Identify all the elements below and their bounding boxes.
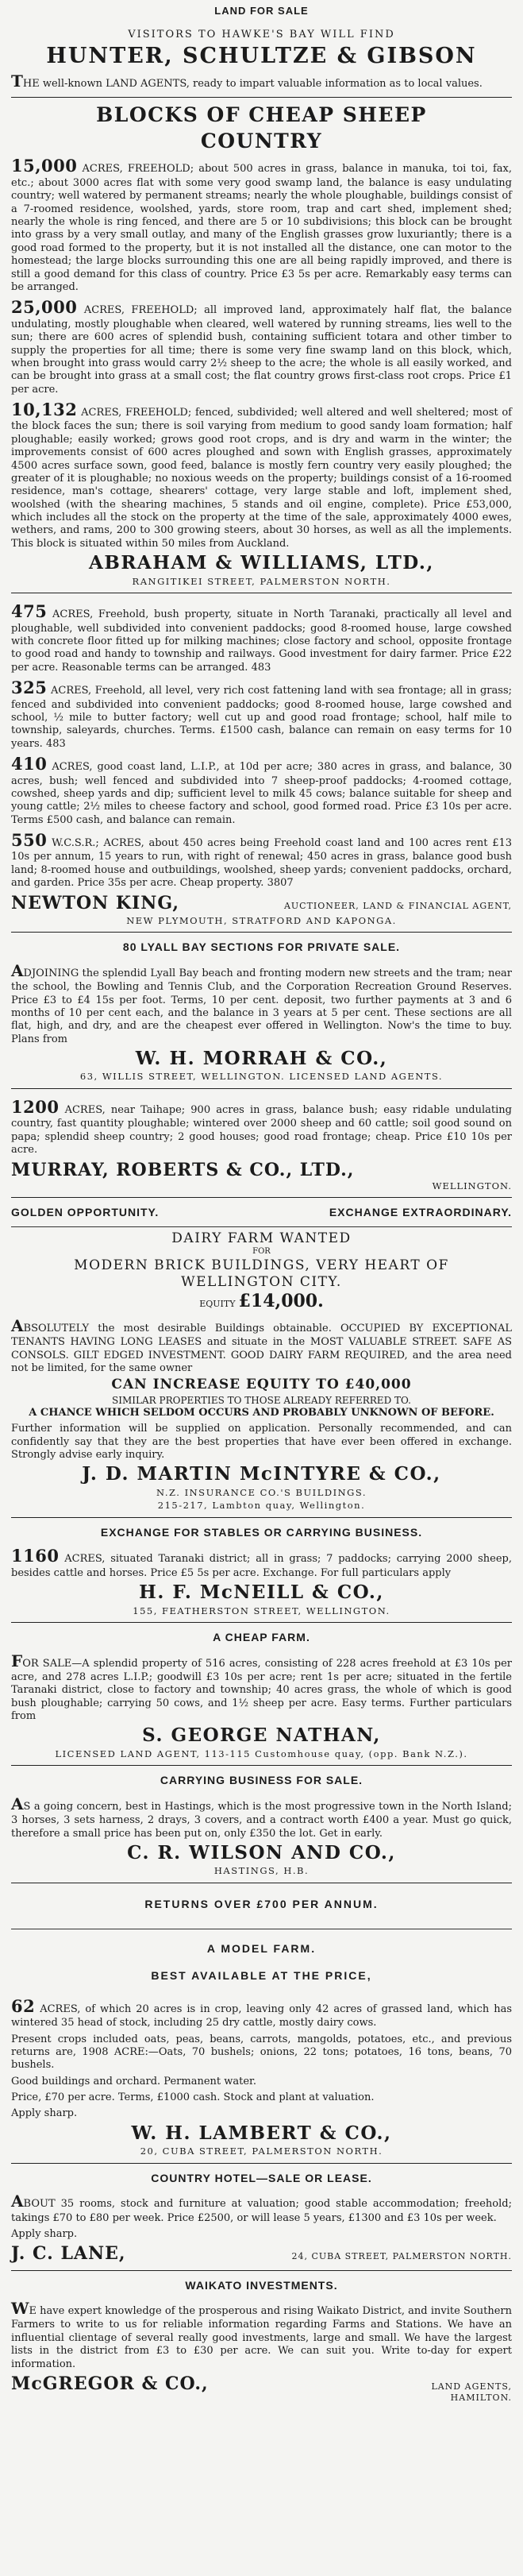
listing-acreage: 10,132 bbox=[11, 400, 78, 420]
ad-heading: WAIKATO INVESTMENTS. bbox=[185, 2278, 338, 2292]
listing-acreage: 25,000 bbox=[11, 297, 78, 318]
listing-code: 3807 bbox=[267, 877, 294, 890]
listing-text: ACRES, of which 20 acres is in crop, leaving only 42 acres of grassed land, which has wintered 35 head of stock, including 25 dry cattle, mostly dairy cows. bbox=[11, 2002, 512, 2030]
ad-heading: EXCHANGE FOR STABLES OR CARRYING BUSINESS. bbox=[100, 1525, 423, 1539]
listing-acreage: 325 bbox=[11, 678, 48, 698]
buildings-text: Good buildings and orchard. Permanent water. bbox=[11, 2075, 256, 2087]
firm-suffix: AUCTIONEER, LAND & FINANCIAL AGENT, bbox=[283, 900, 512, 911]
ad-martin-mcintyre bbox=[11, 1198, 512, 1517]
ad-wh-lambert bbox=[11, 1883, 512, 2164]
section-header: LAND FOR SALE bbox=[214, 5, 309, 17]
ad-heading: COUNTRY HOTEL—SALE OR LEASE. bbox=[151, 2171, 372, 2184]
listing-475 bbox=[11, 601, 512, 674]
returns-heading: RETURNS OVER £700 PER ANNUM. bbox=[144, 1897, 379, 1910]
listing-acreage: 62 bbox=[11, 1995, 36, 2016]
listing-410 bbox=[11, 754, 512, 827]
listing-tag: W.C.S.R.; bbox=[52, 837, 99, 849]
firm-row bbox=[11, 2244, 512, 2264]
ad-abraham-williams bbox=[11, 98, 512, 593]
firm-row bbox=[11, 2374, 512, 2404]
listing-text: ACRES, Freehold, bush property, situate in North Taranaki, practically all level and ploughable, well subdivided into convenient paddocks; good 8-roomed house, large cowshed with concrete floor fitted up for milking machines; close factory and school, opposite frontage to good road and handy to township and railways. Good investment for dairy farmer. Price £22 per acre. Reasonable terms can be arranged. bbox=[11, 608, 512, 674]
firm-name: J. C. LANE, bbox=[11, 2243, 126, 2265]
crops-text: Present crops included oats, peas, beans, carrots, mangolds, potatoes, etc., and previous returns are, 1908 ACRE:—Oats, 70 bushels; onions, 22 tons; potatoes, 16 tons, beans, 70 bushels. bbox=[11, 2033, 512, 2072]
title-for: FOR bbox=[252, 1247, 271, 1257]
listing-acreage: 1160 bbox=[11, 1546, 60, 1566]
firm-name: S. GEORGE NATHAN, bbox=[142, 1724, 381, 1747]
ad-heading: 80 LYALL BAY SECTIONS FOR PRIVATE SALE. bbox=[122, 940, 401, 954]
listing-25000 bbox=[11, 297, 512, 396]
title-brick-buildings: MODERN BRICK BUILDINGS, VERY HEART OF bbox=[74, 1257, 449, 1273]
model-farm-heading: A MODEL FARM. bbox=[206, 1942, 317, 1956]
ad-body: ABOUT 35 rooms, stock and furniture at valuation; good stable accommodation; freehold; takings £70 to £80 per week. Price £2500, or will lease 5 years, £1300 and £3 10s per week. bbox=[11, 2192, 512, 2224]
firm-name: C. R. WILSON AND CO., bbox=[127, 1841, 396, 1863]
ad-body: WE have expert knowledge of the prosperous and rising Waikato District, and invite Southern Farmers to write to us for reliable information regarding Farms and Stations. We have an influential clientage of several really good investments, large and small. We have the largest lists in the district from £3 to £30 per acre. We can suit you. Write to-day for expert information. bbox=[11, 2299, 512, 2370]
firm-suffix-1: LAND AGENTS, bbox=[431, 2381, 512, 2392]
banner-right: EXCHANGE EXTRAORDINARY. bbox=[329, 1206, 512, 1219]
listing-acreage: 1200 bbox=[11, 1096, 60, 1117]
firm-name: HUNTER, SCHULTZE & GIBSON bbox=[46, 43, 477, 68]
ad-jc-lane bbox=[11, 2164, 512, 2271]
ad-body: ABSOLUTELY the most desirable Buildings obtainable. OCCUPIED BY EXCEPTIONAL TENANTS HAVING LONG LEASES and situate in the MOST VALUABLE STREET. SAFE AS CONSOLS. GILT EDGED INVESTMENT. GOOD DAIRY FARM REQUIRED, and the area need not be limited, for the same owner bbox=[11, 1316, 512, 1374]
listing-text: ACRES, good coast land, L.I.P., at 10d per acre; 380 acres in grass, and balance, 30 acres, bush; well fenced and subdivided into 7 sheep-proof paddocks; 4-roomed cottage, cowshed, sheep yards and dip; sufficient level to milk 45 cows; balance suitable for sheep and young cattle; 2½ miles to cheese factory and school, good formed road. Price £3 10s per acre. Terms £500 cash, and balance can remain. bbox=[11, 761, 512, 826]
similar-properties: SIMILAR PROPERTIES TO THOSE ALREADY REFERRED TO. bbox=[112, 1394, 411, 1406]
listing-acreage: 15,000 bbox=[11, 156, 78, 176]
ad-title: BLOCKS OF CHEAP SHEEP bbox=[96, 102, 427, 126]
listing-550 bbox=[11, 830, 512, 890]
firm-name: ABRAHAM & WILLIAMS, LTD., bbox=[89, 552, 434, 574]
firm-name: NEWTON KING, bbox=[11, 892, 180, 913]
firm-row bbox=[11, 894, 512, 913]
listing-text: ACRES, Freehold, all level, very rich cost fattening land with sea frontage; all in grass; fenced and subdivided into convenient paddocks; good 8-roomed house, large cowshed and school, ½ mile to butter factory; well cut up and good road frontage; school, half mile to township, saleyards, churches. Terms. £1500 cash, balance can remain on easy terms for 10 years. bbox=[11, 685, 512, 750]
listing-acreage: 475 bbox=[11, 601, 48, 622]
firm-suffix bbox=[431, 2381, 512, 2404]
firm-sub-2: 215-217, Lambton quay, Wellington. bbox=[157, 1500, 366, 1512]
listing-code: 483 bbox=[251, 661, 271, 674]
listing-code: 483 bbox=[45, 737, 66, 750]
ad-title-line2: COUNTRY bbox=[200, 129, 323, 153]
ad-heading: A CHEAP FARM. bbox=[213, 1631, 310, 1644]
firm-name: MURRAY, ROBERTS & CO., LTD., bbox=[11, 1159, 355, 1180]
apply-text: Apply sharp. bbox=[11, 2107, 78, 2120]
firm-address: 63, WILLIS STREET, WELLINGTON. LICENSED LAND AGENTS. bbox=[79, 1071, 444, 1083]
title-dairy-farm: DAIRY FARM WANTED bbox=[171, 1230, 352, 1246]
listing-1160 bbox=[11, 1546, 512, 1580]
listing-1200 bbox=[11, 1097, 512, 1157]
firm-sub-1: N.Z. INSURANCE CO.'S BUILDINGS. bbox=[156, 1486, 367, 1498]
firm-name: McGREGOR & CO., bbox=[11, 2373, 209, 2394]
firm-address: RANGITIKEI STREET, PALMERSTON NORTH. bbox=[132, 575, 391, 587]
equity-label: EQUITY bbox=[199, 1299, 236, 1310]
price-text: Price, £70 per acre. Terms, £1000 cash. Stock and plant at valuation. bbox=[11, 2091, 375, 2104]
listing-325 bbox=[11, 678, 512, 751]
ad-heading: CARRYING BUSINESS FOR SALE. bbox=[160, 1774, 363, 1787]
listing-10132 bbox=[11, 400, 512, 550]
listing-text: ACRES, FREEHOLD; fenced, subdivided; well altered and well sheltered; most of the block faces the sun; there is soil varying from medium to good sandy loam formation; half ploughable; easily worked; grows good root crops, and is dry and warm in the winter; the improvements consist of 600 acres ploughed and sown with English grasses, approximately 4500 acres surface sown, good feed, balance is mostly fern country very easily ploughed; the greater of it is ploughable; no noxious weeds on the property; buildings consist of a 16-roomed residence, man's cottage, shearers' cottage, very large stable and loft, implement shed, woolshed (with the shearing machines, 5 stands and oil engine, complete). Price £53,000, which includes all the stock on the property at the time of the sale, approximately 4000 ewes, wethers, and rams, 200 to 300 growing steers, about 30 horses, as well as all the implements. This block is situated within 50 miles from Auckland. bbox=[11, 407, 512, 550]
ad-cr-wilson bbox=[11, 1766, 512, 1883]
title-wellington-city: WELLINGTON CITY. bbox=[181, 1274, 342, 1291]
firm-name: H. F. McNEILL & CO., bbox=[139, 1582, 384, 1604]
firm-address: 155, FEATHERSTON STREET, WELLINGTON. bbox=[133, 1605, 390, 1616]
listing-acreage: 410 bbox=[11, 754, 48, 774]
listing-15000 bbox=[11, 156, 512, 294]
banner-row bbox=[11, 1203, 512, 1223]
ad-murray-roberts bbox=[11, 1089, 512, 1198]
listing-62 bbox=[11, 1996, 512, 2030]
ad-newton-king bbox=[11, 593, 512, 933]
best-available-heading: BEST AVAILABLE AT THE PRICE, bbox=[151, 1969, 372, 1983]
firm-name: J. D. MARTIN McINTYRE & CO., bbox=[82, 1463, 441, 1485]
firm-address: 24, CUBA STREET, PALMERSTON NORTH. bbox=[291, 2251, 512, 2262]
ad-body-2: Further information will be supplied on application. Personally recommended, and can confidently say that they are the best properties that have ever been offered in exchange. Strongly advise early inquiry. bbox=[11, 1423, 512, 1461]
firm-address: HASTINGS, H.B. bbox=[213, 1865, 310, 1877]
ad-body: FOR SALE—A splendid property of 516 acres, consisting of 228 acres freehold at £3 10s per acre, and 278 acres L.I.P.; goodwill £3 10s per acre; rent 1s per acre; situated in the fertile Taranaki district, close to factory and township; 40 acres grass, the whole of which is good bush ploughable; carrying 50 cows, and 1½ sheep per acre. Easy terms. Further particulars from bbox=[11, 1651, 512, 1723]
ad-mcgregor bbox=[11, 2271, 512, 2409]
firm-city: WELLINGTON. bbox=[432, 1180, 512, 1191]
firm-suffix-2: HAMILTON. bbox=[450, 2392, 512, 2403]
firm-address: LICENSED LAND AGENT, 113-115 Customhouse quay, (opp. Bank N.Z.). bbox=[55, 1748, 468, 1759]
increase-equity: CAN INCREASE EQUITY TO £40,000 bbox=[111, 1377, 412, 1393]
listing-text: ACRES, situated Taranaki district; all in grass; 7 paddocks; carrying 2000 sheep, besides cattle and horses. Price £5 5s per acre. Exchange. For full particulars apply bbox=[11, 1553, 512, 1579]
equity-value: £14,000. bbox=[238, 1291, 324, 1312]
equity-row bbox=[11, 1291, 512, 1313]
firm-address: NEW PLYMOUTH, STRATFORD AND KAPONGA. bbox=[126, 914, 397, 926]
apply-text: Apply sharp. bbox=[11, 2227, 78, 2240]
chance-line: A CHANCE WHICH SELDOM OCCURS AND PROBABLY UNKNOWN OF BEFORE. bbox=[29, 1406, 494, 1419]
divider bbox=[11, 1226, 512, 1227]
firm-address: 20, CUBA STREET, PALMERSTON NORTH. bbox=[140, 2145, 383, 2157]
ad-wh-morrah bbox=[11, 933, 512, 1089]
listing-text: ACRES, near Taihape; 900 acres in grass, balance bush; easy ridable undulating country, fast quantity ploughable; wintered over 2000 sheep and 60 cattle; soil good sound on papa; splendid sheep country; 2 good houses; good road frontage; cheap. Price £10 10s per acre. bbox=[11, 1103, 512, 1157]
ad-hunter-schultze-gibson bbox=[11, 21, 512, 98]
firm-name: W. H. MORRAH & CO., bbox=[135, 1048, 388, 1070]
listing-acreage: 550 bbox=[11, 830, 48, 850]
visitors-line: VISITORS TO HAWKE'S BAY WILL FIND bbox=[128, 29, 395, 41]
listing-text: ACRES, about 450 acres being Freehold coast land and 100 acres rent £13 10s per annum, 15 years to run, with right of renewal; 450 acres in grass, balance good bush land; 8-roomed house and outbuildings, woolshed, sheep yards; convenient paddocks, orchard, and garden. Price 35s per acre. Cheap property. bbox=[11, 837, 513, 890]
ad-body: ADJOINING the splendid Lyall Bay beach and fronting modern new streets and the tram; near the school, the Bowling and Tennis Club, and the Corporation Recreation Ground Reserves. Price £3 to £4 15s per foot. Terms, 10 per cent. deposit, two further payments at 3 and 6 months of 10 per cent each, and the balance in 3 years at 5 per cent. These sections are all flat, high, and dry, and are the cheapest ever offered in Wellington. Now's the time to buy. Plans from bbox=[11, 960, 512, 1045]
listing-text: ACRES, FREEHOLD; about 500 acres in grass, balance in manuka, toi toi, fax, etc.; about 3000 acres flat with some very good swamp land, the balance is easy undulating country; well watered by permanent streams; nearly the whole ploughable, buildings consist of a 7-roomed residence, woolshed, yards, store room, trap and cart shed, implement shed; nearly the whole is ring fenced, and there are 5 or 10 subdivisions; this block can be brought into grass by a very small outlay, and many of the English grasses grow luxuriantly; there is a good road formed to the property, but it is not installed all the distance, one can motor to the homestead; the large blocks surrounding this one are all being rapidly improved, and there is still a good demand for this class of country. Price £3 5s per acre. Remarkably easy terms can be arranged. bbox=[11, 163, 512, 293]
intro-text: THE well-known LAND AGENTS, ready to impart valuable information as to local values. bbox=[11, 71, 483, 91]
firm-name: W. H. LAMBERT & CO., bbox=[131, 2122, 392, 2144]
banner-left: GOLDEN OPPORTUNITY. bbox=[11, 1206, 160, 1219]
ad-body: AS a going concern, best in Hastings, which is the most progressive town in the North Island; 3 horses, 3 sets harness, 2 drays, 3 covers, and a contract worth £400 a year. Must go quick, therefore a small price has been put on, only £350 the lot. Get in early. bbox=[11, 1794, 512, 1840]
listing-text: ACRES, FREEHOLD; all improved land, approximately half flat, the balance undulating, mostly ploughable when cleared, well watered by running streams, lies well to the sun; there are 600 acres of splendid bush, containing sufficient totara and other timber to supply the properties for all time; there is some very fine swamp land on this block, which, when brought into grass would carry 2½ sheep to the acre; the whole is all easily worked, and can be brought into grass at a small cost; the flat country grows first-class root crops. Price £1 per acre. bbox=[11, 304, 512, 396]
ad-hf-mcneill bbox=[11, 1518, 512, 1623]
ad-george-nathan bbox=[11, 1623, 512, 1766]
